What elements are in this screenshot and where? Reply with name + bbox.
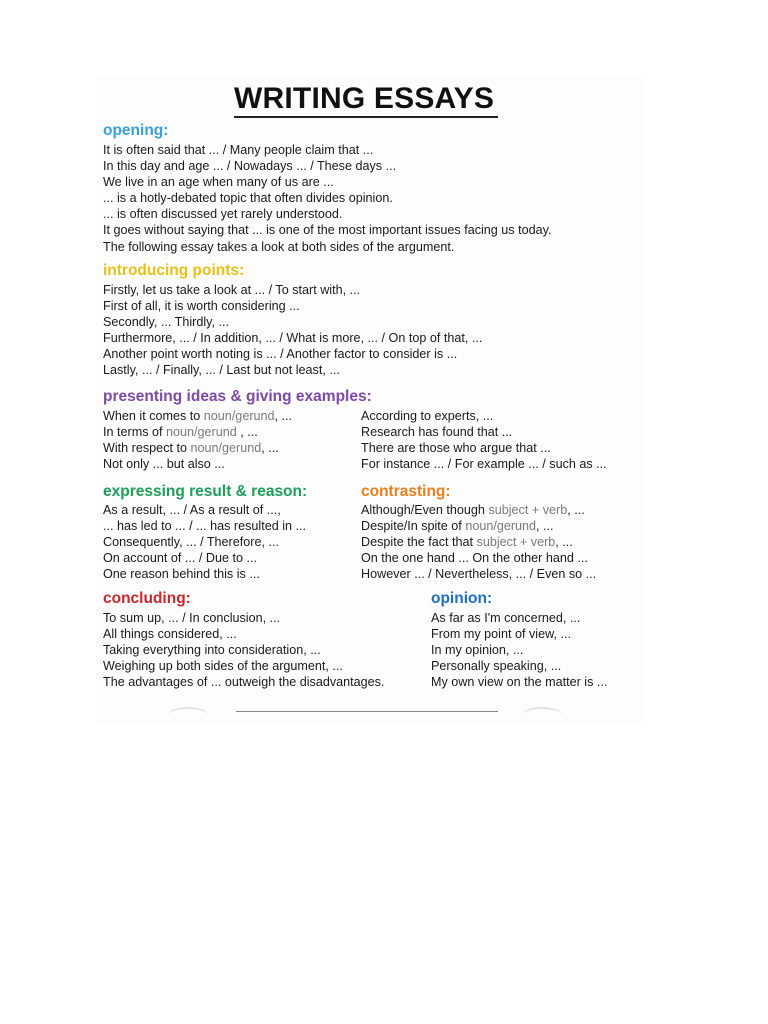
grammar-placeholder: subject + verb (488, 503, 568, 517)
list-item: Consequently, ... / Therefore, ... (103, 535, 279, 550)
page-title: WRITING ESSAYS (234, 82, 495, 115)
list-item: Personally speaking, ... (431, 659, 562, 674)
presenting-ideas-right-list (361, 408, 607, 472)
phrase-text: , ... (236, 425, 258, 440)
list-item: It is often said that ... / Many people claim that ... (103, 143, 374, 157)
result-reason-heading: expressing result & reason: (103, 483, 308, 500)
list-item (361, 534, 596, 550)
grammar-placeholder: subject + verb (476, 535, 556, 550)
list-item (103, 456, 292, 472)
list-item (361, 502, 596, 518)
list-item: All things considered, ... (103, 627, 237, 642)
grammar-placeholder: noun/gerund (203, 409, 275, 423)
grammar-placeholder: noun/gerund (190, 441, 262, 456)
list-item: ... has led to ... / ... has resulted in ... (103, 519, 307, 534)
title-underline (234, 116, 498, 118)
phrase-text: , ... (536, 519, 554, 534)
list-item: First of all, it is worth considering ... (103, 299, 300, 314)
phrase-text: , ... (567, 503, 585, 517)
list-item: Research has found that ... (361, 425, 513, 440)
list-item: From my point of view, ... (431, 627, 571, 642)
concluding-heading: concluding: (103, 590, 191, 607)
introducing-points-list (103, 282, 482, 379)
list-item (361, 550, 596, 566)
list-item: Furthermore, ... / In addition, ... / What is more, ... / On top of that, ... (103, 331, 483, 346)
phrase-text: However ... / Nevertheless, ... / Even so ... (361, 567, 597, 582)
contrasting-heading: contrasting: (361, 483, 451, 500)
opening-list (103, 142, 551, 255)
list-item (361, 518, 596, 534)
list-item: Weighing up both sides of the argument, ... (103, 659, 343, 674)
list-item: One reason behind this is ... (103, 567, 260, 582)
grammar-placeholder: noun/gerund (166, 425, 237, 440)
contrasting-list (361, 502, 596, 582)
phrase-text: Despite/In spite of (361, 519, 466, 534)
list-item: It goes without saying that ... is one of the most important issues facing us today. (103, 223, 552, 238)
phrase-text: , ... (261, 441, 279, 456)
presenting-ideas-heading: presenting ideas & giving examples: (103, 388, 372, 405)
list-item: We live in an age when many of us are ... (103, 175, 334, 190)
list-item: There are those who argue that ... (361, 441, 551, 456)
concluding-list (103, 610, 384, 690)
list-item: For instance ... / For example ... / such as ... (361, 457, 607, 472)
list-item (103, 408, 292, 424)
opinion-heading: opinion: (431, 590, 493, 607)
phrase-text: Although/Even though (361, 503, 489, 517)
grammar-placeholder: noun/gerund (465, 519, 537, 534)
phrase-text: With respect to (103, 441, 191, 456)
opening-heading: opening: (103, 122, 169, 139)
phrase-text: When it comes to (103, 409, 204, 423)
list-item: As a result, ... / As a result of ..., (103, 503, 281, 517)
list-item: As far as I'm concerned, ... (431, 611, 581, 625)
list-item: The following essay takes a look at both sides of the argument. (103, 239, 455, 254)
opinion-list (431, 610, 607, 690)
introducing-points-heading: introducing points: (103, 262, 245, 279)
list-item: ... is a hotly-debated topic that often divides opinion. (103, 191, 393, 206)
list-item: Secondly, ... Thirdly, ... (103, 315, 229, 330)
phrase-text: On the one hand ... On the other hand ... (361, 551, 588, 566)
result-reason-list (103, 502, 306, 582)
list-item: On account of ... / Due to ... (103, 551, 258, 566)
list-item: ... is often discussed yet rarely understood. (103, 207, 343, 222)
list-item: To sum up, ... / In conclusion, ... (103, 611, 281, 625)
page-curl-left (168, 707, 208, 723)
presenting-ideas-left-list (103, 408, 292, 472)
list-item: According to experts, ... (361, 409, 494, 423)
list-item: Firstly, let us take a look at ... / To start with, ... (103, 283, 361, 297)
phrase-text: , ... (274, 409, 293, 423)
list-item (103, 424, 292, 440)
list-item (361, 566, 596, 582)
list-item (103, 440, 292, 456)
list-item: In my opinion, ... (431, 643, 524, 658)
phrase-text: Not only ... but also ... (103, 457, 225, 472)
bottom-divider (236, 711, 498, 712)
list-item: My own view on the matter is ... (431, 675, 608, 690)
phrase-text: Despite the fact that (361, 535, 477, 550)
list-item: Taking everything into consideration, ... (103, 643, 321, 658)
list-item: In this day and age ... / Nowadays ... / These days ... (103, 159, 397, 174)
page-curl-right (522, 707, 562, 723)
phrase-text: , ... (555, 535, 573, 550)
list-item: Lastly, ... / Finally, ... / Last but not least, ... (103, 363, 340, 378)
list-item: Another point worth noting is ... / Another factor to consider is ... (103, 347, 458, 362)
list-item: The advantages of ... outweigh the disadvantages. (103, 675, 385, 690)
phrase-text: In terms of (103, 425, 166, 440)
